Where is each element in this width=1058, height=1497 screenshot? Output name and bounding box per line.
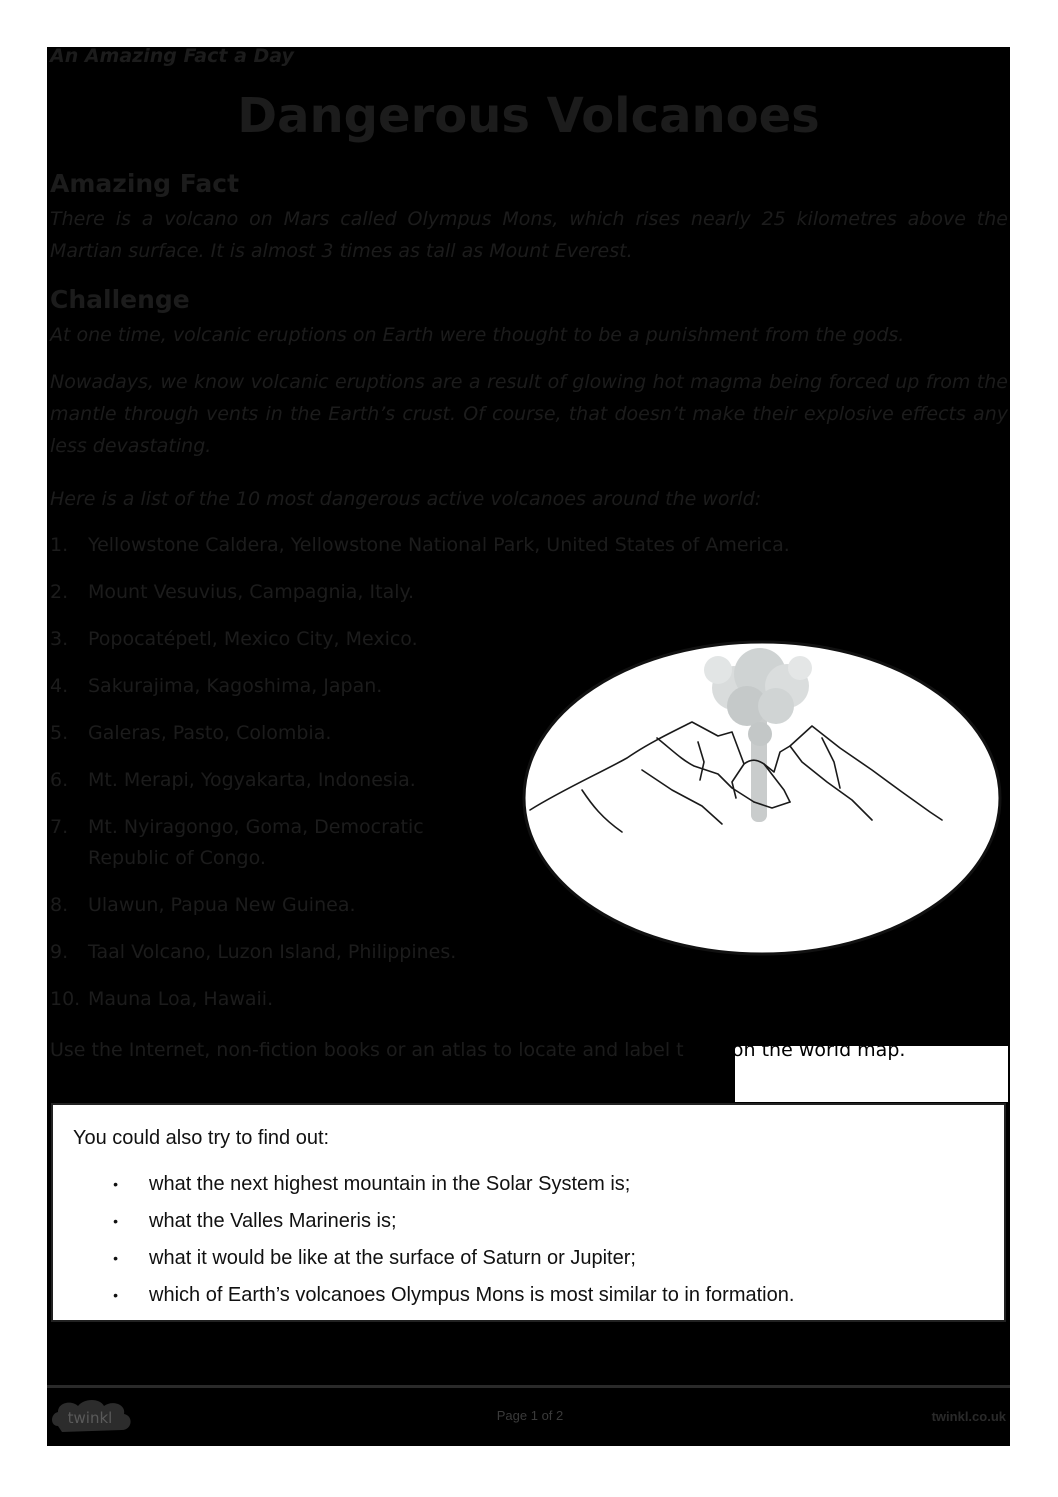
amazing-fact-text: There is a volcano on Mars called Olympus Mons, which rises nearly 25 kilometres above the Martian surface. It is almost 3 times as tall as Mount Everest.	[50, 208, 1008, 262]
list-item-number: 10.	[50, 988, 81, 1010]
list-item-number: 6.	[50, 769, 69, 791]
list-item	[53, 1240, 1004, 1277]
list-item-text: Mauna Loa, Hawaii.	[88, 988, 274, 1010]
list-item-number: 5.	[50, 722, 69, 744]
find-out-box	[51, 1103, 1006, 1322]
list-item-number: 4.	[50, 675, 69, 697]
list-item	[53, 1277, 1004, 1314]
list-item	[50, 624, 510, 655]
list-item	[50, 577, 510, 608]
list-item	[53, 1166, 1004, 1203]
find-out-list	[53, 1166, 1004, 1314]
volcano-illustration	[522, 640, 1002, 956]
list-item-number: 1.	[50, 534, 69, 556]
list-item-text: Popocatépetl, Mexico City, Mexico.	[88, 628, 418, 650]
amazing-fact-heading: Amazing Fact	[50, 169, 240, 198]
list-item-text: Sakurajima, Kagoshima, Japan.	[88, 675, 383, 697]
list-item-text: Mt. Merapi, Yogyakarta, Indonesia.	[88, 769, 416, 791]
list-item-text: Galeras, Pasto, Colombia.	[88, 722, 332, 744]
map-instruction	[50, 1034, 1008, 1066]
twinkl-logo-text: twinkl	[67, 1409, 113, 1427]
find-out-intro: You could also try to find out:	[73, 1127, 330, 1149]
footer-divider	[47, 1385, 1010, 1388]
list-item-number: 7.	[50, 816, 69, 838]
challenge-heading: Challenge	[50, 285, 190, 314]
list-item	[50, 937, 510, 968]
bullet: •	[113, 1176, 118, 1192]
bullet: •	[113, 1250, 118, 1266]
list-item-number: 3.	[50, 628, 69, 650]
list-item-text: what the Valles Marineris is;	[149, 1210, 397, 1232]
list-item	[50, 530, 790, 561]
map-instruction-start: Use the Internet, non-fiction books or an atlas to locate and label t	[50, 1039, 684, 1061]
volcano-list-intro: Here is a list of the 10 most dangerous active volcanoes around the world:	[50, 488, 762, 510]
page-title: Dangerous Volcanoes	[237, 88, 820, 144]
list-item-number: 8.	[50, 894, 69, 916]
list-item	[50, 765, 510, 796]
list-item	[50, 671, 510, 702]
site-url[interactable]: twinkl.co.uk	[931, 1409, 1006, 1424]
list-item-text: which of Earth’s volcanoes Olympus Mons is most similar to in formation.	[149, 1284, 795, 1306]
list-item-text: what the next highest mountain in the Solar System is;	[149, 1173, 631, 1195]
list-item	[50, 718, 510, 749]
list-item	[50, 812, 510, 874]
list-item	[50, 984, 510, 1015]
challenge-paragraph-1: At one time, volcanic eruptions on Earth were thought to be a punishment from the gods.	[50, 324, 905, 346]
map-instruction-end: hem on the world map.	[683, 1039, 906, 1061]
list-item-text: Ulawun, Papua New Guinea.	[88, 894, 356, 916]
challenge-paragraph-2: Nowadays, we know volcanic eruptions are a result of glowing hot magma being forced up from the mantle through vents in the Earth’s crust. Of course, that doesn’t make their explosive effects any less devastating.	[50, 371, 1008, 457]
list-item	[50, 890, 510, 921]
list-item-number: 2.	[50, 581, 69, 603]
list-item-text: what it would be like at the surface of Saturn or Jupiter;	[149, 1247, 636, 1269]
list-item-text: Taal Volcano, Luzon Island, Philippines.	[88, 941, 457, 963]
bullet: •	[113, 1213, 118, 1229]
bullet: •	[113, 1287, 118, 1303]
list-item-text: Mount Vesuvius, Campagnia, Italy.	[88, 581, 415, 603]
volcano-list	[50, 530, 790, 1031]
page-number: Page 1 of 2	[496, 1408, 564, 1423]
list-item-text: Yellowstone Caldera, Yellowstone National Park, United States of America.	[88, 534, 790, 556]
list-item-text: Mt. Nyiragongo, Goma, Democratic Republic of Congo.	[88, 816, 424, 869]
twinkl-logo	[48, 1396, 134, 1438]
list-item	[53, 1203, 1004, 1240]
header-label: An Amazing Fact a Day	[50, 45, 294, 67]
list-item-number: 9.	[50, 941, 69, 963]
